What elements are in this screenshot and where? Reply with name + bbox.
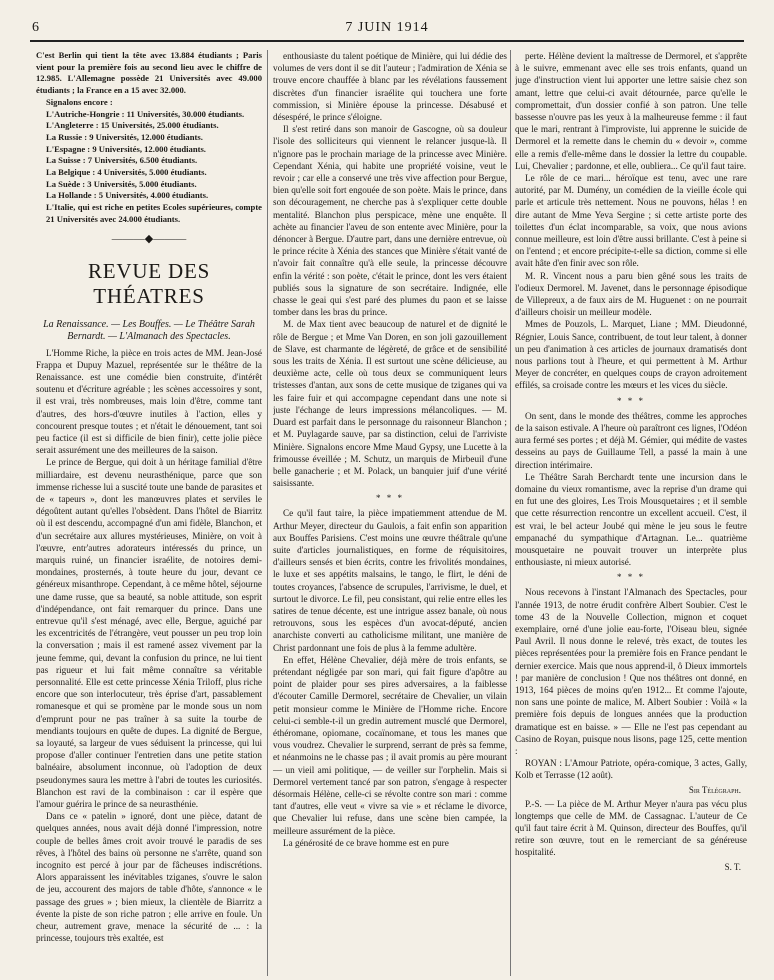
section-stars: * * * <box>617 572 645 583</box>
paragraph: M. R. Vincent nous a paru bien gêné sous les traits de l'odieux Dermorel. M. Javenet, dans le personnage épisodique de Villepreux, a de faux airs de M. Huguenet : on ne pourrait d'ailleurs choisir un meilleur modèle. <box>515 270 747 318</box>
paragraph: enthousiaste du talent poétique de Minière, qui lui dédie des volumes de vers dont il se dit l'auteur ; l'admiration de Xénia se trouve encore chauffée à blanc par les révélations faussement discrètes d'un financier israélite qui touchera une forte commission, si Minière épouse la princesse. Désabusé et désespéré, le prince s'éloigne. <box>273 51 507 123</box>
column-right <box>515 50 747 875</box>
stats-line: La Suède : 3 Universités, 5.000 étudiants. <box>46 178 197 189</box>
issue-date: 7 JUIN 1914 <box>345 20 429 35</box>
section-stars: * * * <box>376 493 404 504</box>
separator-ornament: ———◆——— <box>111 232 187 245</box>
paragraph: Mmes de Pouzols, L. Marquet, Liane ; MM. Dieudonné, Régnier, Louis Sance, contribuent, de tout leur talent, à donner un peu d'animation à ces articles de journaux dramatisés dont nous parlions tout à l'heure, et qui permettent à M. Arthur Meyer de concréter, en quelques coups de crayon adroitement effilés, sa croisade contre les mœurs et les vices du siècle. <box>515 319 747 391</box>
paragraph: P.-S. — La pièce de M. Arthur Meyer n'aura pas vécu plus longtemps que celle de MM. de Cassagnac. L'auteur de Ce qu'il faut taire écrit à M. Quinson, directeur des Bouffes, qu'il retire son œuvre, tout en le remerciant de sa généreuse hospitalité. <box>515 798 747 858</box>
paragraph: perte. Hélène devient la maîtresse de Dermorel, et s'apprête à le suivre, emmenant avec elle ses trois enfants, quand un juge d'instruction vient lui apporter une lettre saisie chez son amant, lettre que celui-ci avait détournée, parce qu'elle le compromettait, d'un dossier confié à son patron. Une telle bassesse n'ouvre pas les yeux à la malheureuse femme : il faut que le mari, rentrant à l'improviste, lui apprenne le suicide de Dermorel et la remette dans le chemin du « devoir », comme elle a remis d'elle-même dans le dossier la lettre du coupable. Lui, Chevalier ; pardonne, et elle, oubliera... Ce qu'il faut taire. <box>515 51 747 171</box>
column-divider <box>267 50 268 976</box>
paragraph: Le rôle de ce mari... héroïque est tenu, avec une rare autorité, par M. Dumény, un comédien de la vieille école qui parle et articule très nettement. Nous ne pouvons, hélas ! en dire autant de Mme Yeva Sergine ; si cette artiste porte des toilettes d'un éclat incomparable, sa voix, que nous avions connue meilleure, est loin d'être aussi brillante. C'est à peine si on l'entend ; et encore précipite-t-elle sa diction, comme si elle avait hâte d'en finir avec son rôle. <box>515 173 747 269</box>
signature: Sir Télégraph. <box>688 784 741 795</box>
column-divider <box>510 50 511 976</box>
paragraph: L'Homme Riche, la pièce en trois actes de MM. Jean-José Frappa et Dupuy Mazuel, représentée sur le théâtre de la Renaissance. est une comédie bien construite, d'intérêt soutenu et d'écriture agréable ; les scènes accessoires y sont, il est vrai, très nombreuses, mais loin d'être, comme tant d'autres, des hors-d'œuvre inutiles à l'action, elles y concourent presque toutes ; et n'était le dénouement, tant soi peu factice (il est si difficile de bien finir), cette jolie pièce serait assurément une des meilleures de la saison. <box>36 347 262 456</box>
initials: S. T. <box>724 861 741 872</box>
paragraph: M. de Max tient avec beaucoup de naturel et de dignité le rôle de Bergue ; et Mme Van Doren, en son joli gazouillement de Slave, est charmante de légèreté, de grâce et de sensibilité sous les traits de Xénia. Il est surtout une scène délicieuse, au deuxième acte, celle où tous deux se communiquent leurs tristesses d'antan, aux sons de cette musique de tziganes qui va les faire fuir et qui accompagne cependant dans une note si juste l'échange de leurs impressions mélancoliques. — M. Duard est parfait dans le personnage du raisonneur Blanchon ; et M. Puylagarde sauve, par sa distinction, celui de l'arriviste Minière. Signalons encore Mme Maud Gypsy, une Lucette à la frimousse éveillée ; M. Schutz, un marquis de Mirbeuil d'une belle ganacherie ; et M. Polack, un banquier juif d'une vérité saisissante. <box>273 319 507 489</box>
stats-line: L'Autriche-Hongrie : 11 Universités, 30.000 étudiants. <box>46 108 245 119</box>
paragraph: Nous recevons à l'instant l'Almanach des Spectacles, pour l'année 1913, de notre érudit confrère Albert Soubier. C'est le tome 43 de la Nouvelle Collection, mignon et coquet exemplaire, orné d'une jolie eau-forte, l'Oiseau bleu, signée Paul Avril. Il nous donne le relevé, très exact, de toutes les pièces représentées pour la première fois en France pendant le dernier exercice. Mais que nous apprend-il, ô Dieux immortels ! par manière de conclusion ! Que nos théâtres ont donné, en 1913, 164 pièces de moins qu'en 1912... Et comme l'ajoute, non sans une pointe de malice, M. Albert Soubier : Voilà « la première fois depuis de longues années que la production dramatique est en baisse. » — Elle ne l'est pas cependant au Casino de Royan, puisque nous lisons, page 125, cette mention : <box>515 587 747 756</box>
university-stats <box>36 50 262 226</box>
section-title: REVUE DES THÉATRES <box>87 258 211 308</box>
header-rule <box>30 40 744 42</box>
paragraph: On sent, dans le monde des théâtres, comme les approches de la saison estivale. A l'heure où paraîtront ces lignes, l'Odéon aura fermé ses portes ; et déjà M. Gémier, qui médite de vastes desseins au pays de Guillaume Tell, a passé la main à une direction intérimaire. <box>515 410 747 470</box>
section-subtitle: La Renaissance. — Les Bouffes. — Le Théâtre Sarah Bernardt. — L'Almanach des Spectacles. <box>43 318 255 342</box>
stats-line: L'Angleterre : 15 Universités, 25.000 étudiants. <box>46 120 219 131</box>
stats-outro: L'Italie, qui est riche en petites Ecoles supérieures, compte 21 Universités avec 24.000 étudiants. <box>46 202 262 224</box>
paragraph: Il s'est retiré dans son manoir de Gascogne, où sa douleur l'isole des solliciteurs qui viennent le relancer jusque-là. Il n'ignore pas le prochain mariage de la princesse avec Minière. Cependant Xénia, qui habite une propriété voisine, veut le revoir ; car elle a conservé une très vive affection pour Bergue, bien qu'elle soit fort engouée de son poète. Mais le prince, dans son découragement, ne cherche pas à s'expliquer cette double mentalité. Blanchon plus perspicace, mène une enquête. Il achète au financier l'aveu de son entente avec Minière, pour la dénoncer à Bergue. D'autre part, dans une dernière entrevue, où le prince récite à Xénia des stances que Minière s'était vanté de n'avoir fait connaître qu'à elle seule, la princesse découvre enfin la vérité : son poète, c'était le prince, dont les vers étaient publiés sous la signature de son secrétaire. Indignée, elle chasse le geai qui s'est paré des plumes du paon et se laisse tomber dans les bras du prince. <box>273 124 507 318</box>
paragraph: Le Théâtre Sarah Berchardt tente une incursion dans le domaine du vieux romantisme, avec la reprise d'un drame qui en fut une des gloires, Les Trois Mousquetaires ; et il semble que cette résurrection rencontre un excellent accueil. C'est, il est vrai, le bel acteur Joubé qui mène le jeu sous le feutre empanaché du sympathique d'Artagnan. Le... quatrième mousquetaire ne pouvait trouver un interprète plus enthousiaste, ni mieux autorisé. <box>515 471 747 568</box>
stats-line: La Hollande : 5 Universités, 4.000 étudiants. <box>46 190 209 201</box>
paragraph: ROYAN : L'Amour Patriote, opéra-comique, 3 actes, Gally, Kolb et Terrasse (12 août). <box>515 758 747 781</box>
paragraph: Le prince de Bergue, qui doit à un héritage familial d'être milliardaire, est devenu neurasthénique, parce que son immense richesse lui a suscité toute une bande de parasites et de « tapeurs », dont les manœuvres plates et serviles le dégoûtent autant qu'elles l'obsèdent. Dans l'hôtel de Biarritz où il est descendu, accompagné d'un ami fidèle, Blanchon, et d'un secrétaire aux allures mystérieuses, Minière, on voit à l'œuvre, entr'autres adorateurs intéressés du prince, un marquis ruiné, un financier israélite, de notoires demi-mondaines, prosternés, à toute heure du jour, devant ce généreux misanthrope. Cependant, à ce même hôtel, séjourne une dame russe, que sa beauté, sa noble attitude, son esprit d'indépendance, ont fait remarquer du prince. Dans une entrevue qu'il s'est ménagé, avec elle, Bergue, aguiché par les excentricités de l'étrangère, veut pousser un peu trop loin la conversation ; mais il est ramené assez vivement par la jeune femme, qui, devant la confusion du prince, ne lui tient pas rigueur et lui fait même connaître sa véritable personnalité. Elle est cette princesse Xénia Triloff, plus riche encore que son interlocuteur, très éprise d'art, passablement romanesque et qui se promène par le monde sous un nom d'emprunt pour ne pas traîner à sa suite la tourbe de mendiants toujours en quête de dupes. La dignité de Bergue, sa loyauté, sa largeur de vues séduisent la princesse, qui lui propose d'aller continuer l'entretien dans une petite station balnéaire, absolument inconnue, où l'adoption de deux pseudonymes saura les mettre à l'abri de toutes les curiosités. Blanchon est ravi de la combinaison : car il espère que l'amour guérira le prince de sa neurasthénie. <box>36 457 262 810</box>
stats-line: L'Espagne : 9 Universités, 12.000 étudiants. <box>46 143 206 154</box>
paragraph: Dans ce « patelin » ignoré, dont une pièce, datant de quelques années, nous avait déjà donné l'impression, notre couple de belles âmes croit avoir trouvé le paradis de ses rêves, à l'hôtel des bains où personne ne s'arrête, quand son incognito est percé à jour par de fâcheuses indiscrétions. Alors apparaissent les inévitables tziganes, s'ouvre le salon de jeu, accourent des majors de table d'hôte, s'annonce « le passage des grues » ; bien mieux, la clientèle de Biarritz a évente la piste de son riche patron ; elle arrive en foule. Un cheur, autrement grave, menace la sécurité de ... : la princesse, toujours très exaltée, est <box>36 811 262 944</box>
column-middle <box>273 50 507 849</box>
paragraph: En effet, Hélène Chevalier, déjà mère de trois enfants, se prétendant négligée par son mari, qui fait figure d'apôtre au point de plaider pour ses pires adversaires, a la faiblesse d'écouter Camille Dermorel, secrétaire de Chevalier, un vilain petit monsieur comme le Minière de l'Homme riche. Encore celui-ci semble-t-il un gredin autrement musclé que Dermorel, éthéromane, opiomane, cocaïnomane, et tous les manes que vous voudrez. Chevalier le surprend, serrant de près sa femme, et néanmoins ne le chasse pas ; il avait promis au père mourant — un vieil ami politique, — de veiller sur l'orphelin. Mais si Dermorel vertement tancé par son patron, s'engage à respecter désormais Hélène, celle-ci se révolte contre son mari : comme tant d'autres, elle veut « vivre sa vie » et réclame le divorce, que Chevalier lui refuse, dans une scène bien campée, la meilleure assurément de la pièce. <box>273 654 507 836</box>
stats-line: La Russie : 9 Universités, 12.000 étudiants. <box>46 131 203 142</box>
section-stars: * * * <box>617 395 645 406</box>
paragraph: Ce qu'il faut taire, la pièce impatiemment attendue de M. Arthur Meyer, directeur du Gaulois, a fait enfin son apparition aux Bouffes Parisiens. C'est moins une œuvre théâtrale qu'une suite d'articles journalistiques, en forme de réquisitoires, d'ailleurs sensés et bien écrits, contre les frivolités mondaines, le luxe et ses appétits malsains, le tango, le flirt, le déni de toutes croyances, l'absence de scrupules, l'arrivisme, le duel, et surtout le divorce. Le fil, peu consistant, qui relie entre elles les satires de tenue décente, est une intrigue assez banale, où nous retrouvons, sous les espèces d'un avocat-député, ancien anarchiste converti au catholicisme militant, une manière de Christ pardonnant une fois de plus à la femme adultère. <box>273 508 507 653</box>
stats-line: La Suisse : 7 Universités, 6.500 étudiants. <box>46 155 198 166</box>
stats-intro: C'est Berlin qui tient la tête avec 13.884 étudiants ; Paris vient pour la première fois au second lieu avec le chiffre de 12.985. L'Allemagne possède 21 Universités avec 49.000 étudiants ; la France en a 15 avec 32.000. <box>36 50 262 96</box>
stats-line: La Belgique : 4 Universités, 5.000 étudiants. <box>46 167 207 178</box>
stats-heading: Signalons encore : <box>46 96 113 107</box>
page-number: 6 <box>32 20 40 35</box>
paragraph: La générosité de ce brave homme est en pure <box>283 837 449 848</box>
column-left <box>36 50 262 945</box>
page-header <box>30 20 744 38</box>
